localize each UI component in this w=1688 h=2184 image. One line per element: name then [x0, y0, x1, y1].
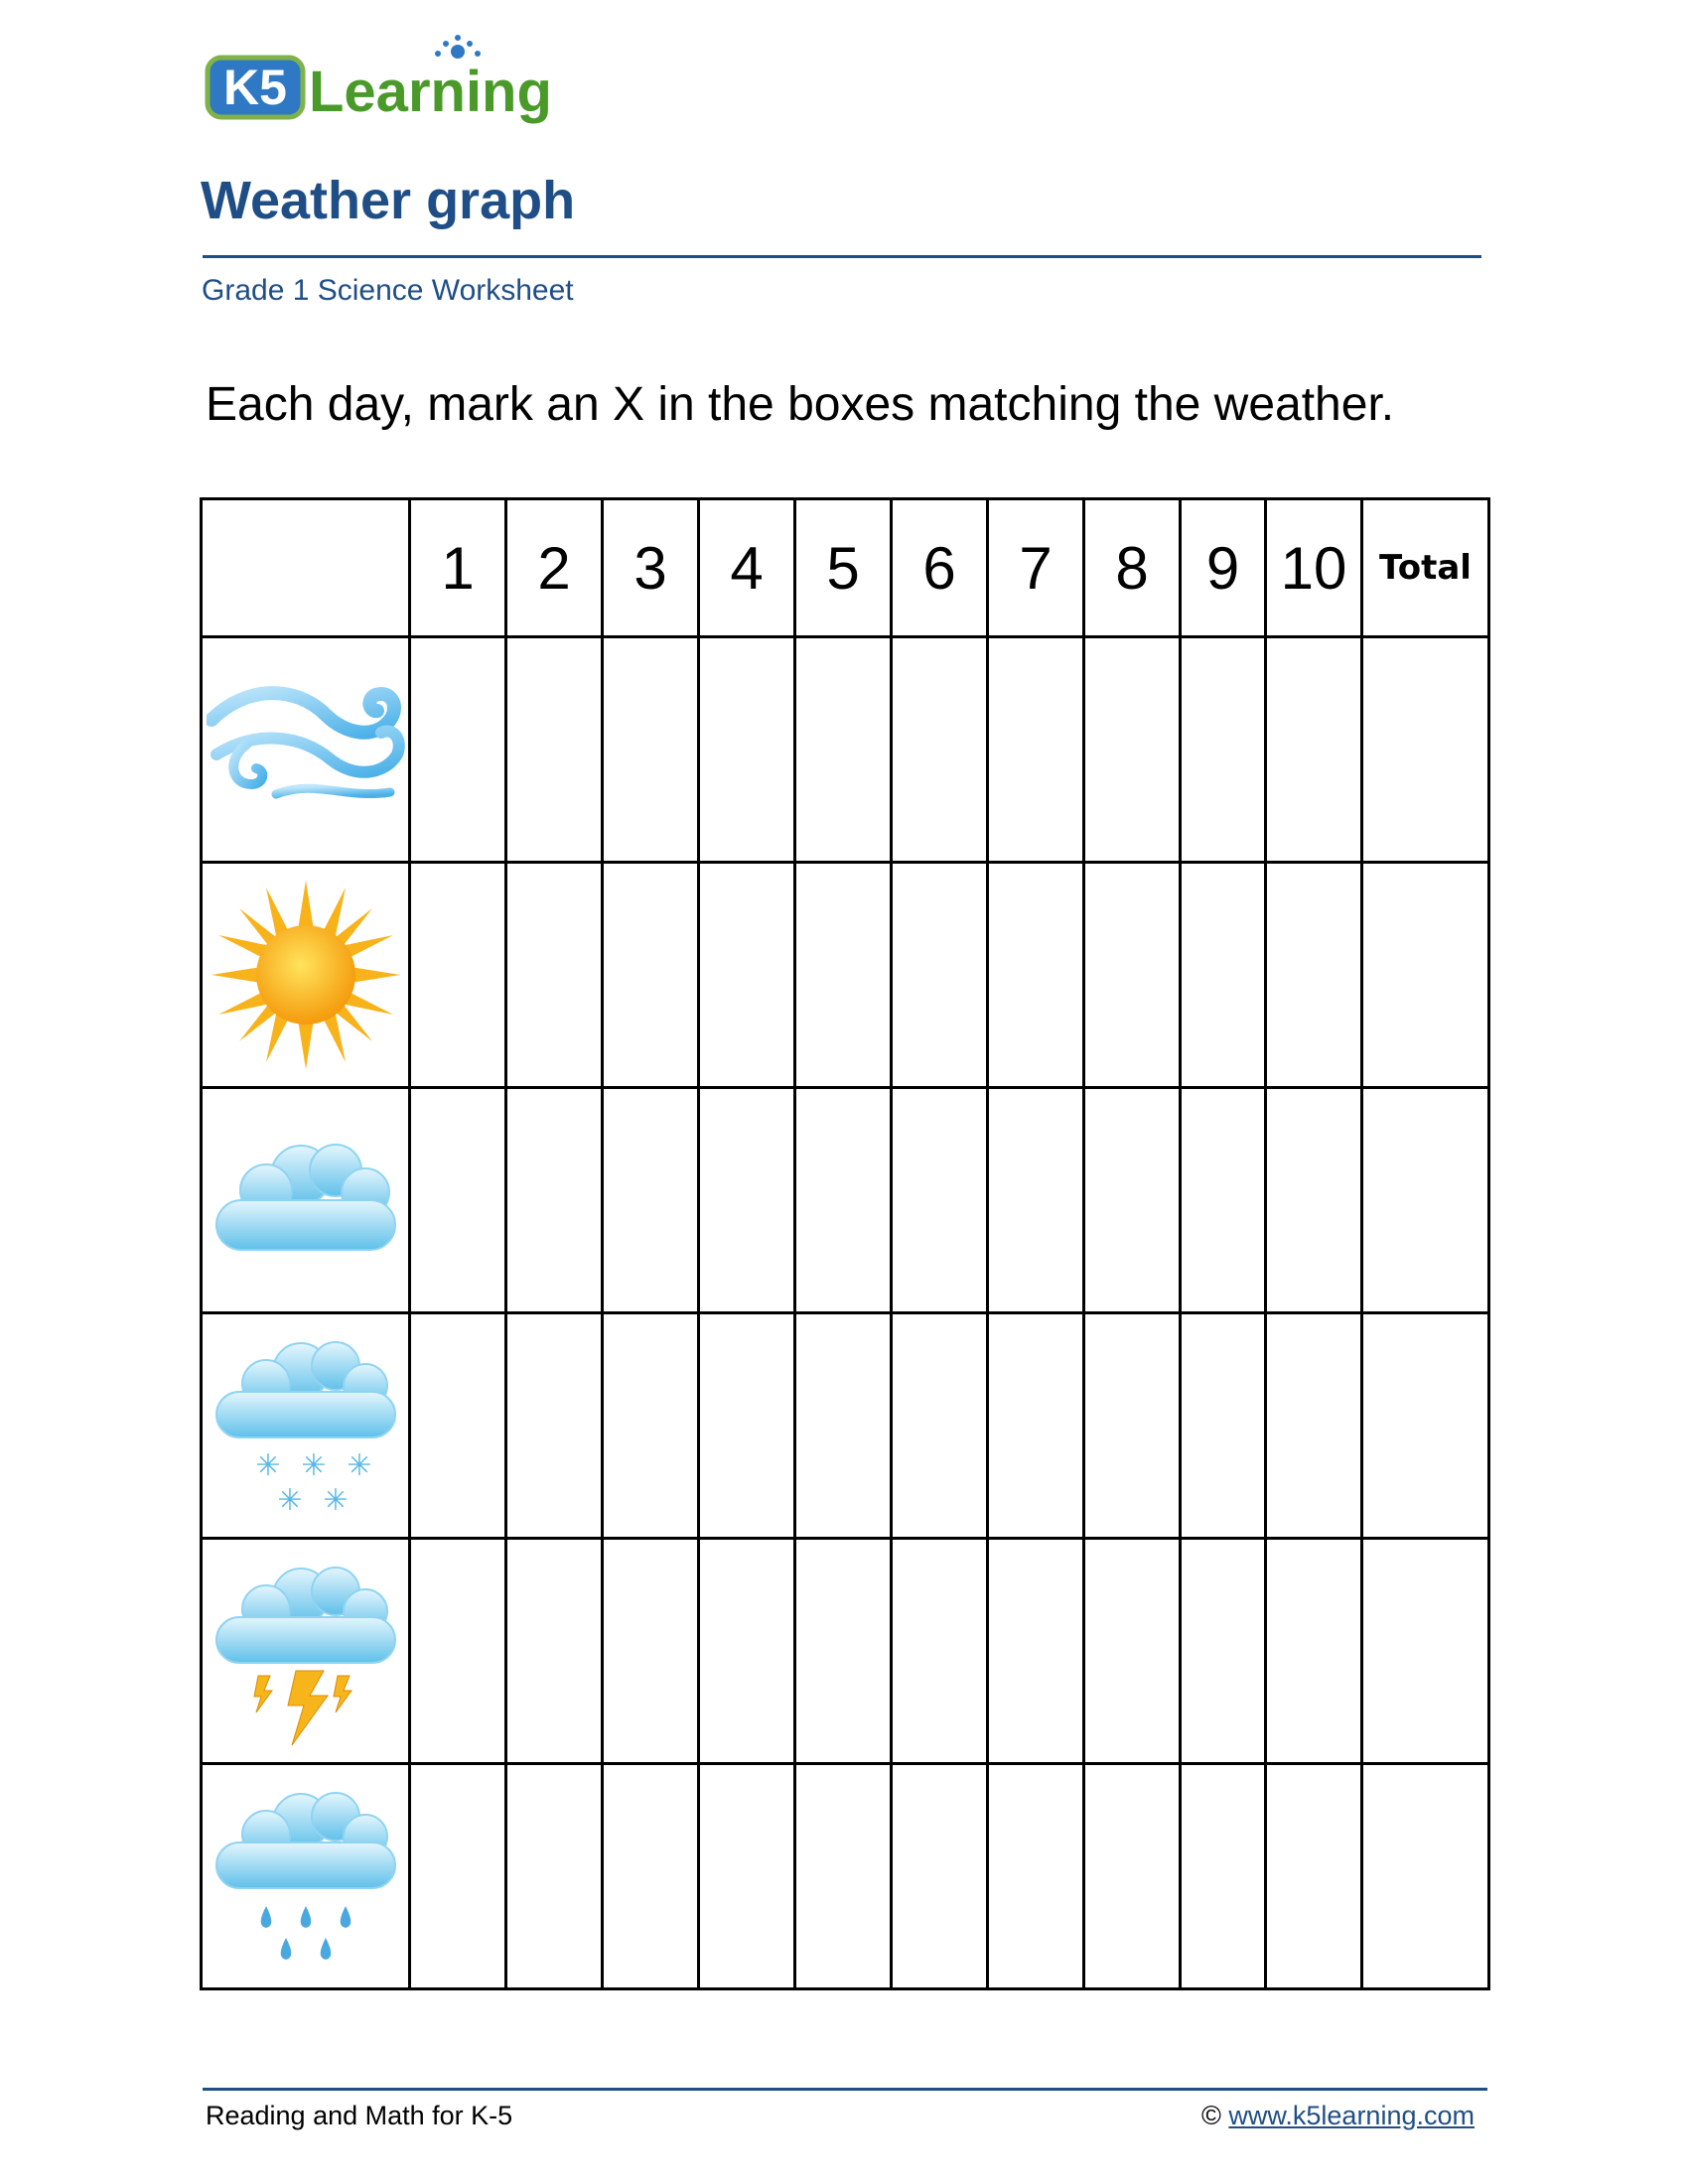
wind-icon — [207, 675, 405, 824]
tally-box[interactable] — [603, 1764, 699, 1989]
tally-box[interactable] — [988, 863, 1084, 1088]
weather-icon-cell — [202, 1313, 410, 1539]
tally-box[interactable] — [1181, 1764, 1266, 1989]
day-header: 7 — [988, 499, 1084, 637]
day-header: 2 — [506, 499, 603, 637]
weather-row-snowy — [202, 1313, 1489, 1539]
tally-box[interactable] — [892, 1088, 988, 1313]
tally-box[interactable] — [410, 1313, 506, 1539]
tally-box[interactable] — [795, 1313, 892, 1539]
tally-box[interactable] — [892, 1313, 988, 1539]
tally-box[interactable] — [892, 863, 988, 1088]
weather-icon-cell — [202, 1764, 410, 1989]
weather-row-rainy — [202, 1764, 1489, 1989]
tally-box[interactable] — [1266, 637, 1362, 863]
tally-box[interactable] — [699, 1088, 795, 1313]
tally-box[interactable] — [1181, 863, 1266, 1088]
header-row — [202, 499, 1489, 637]
footer-divider — [203, 2088, 1487, 2091]
svg-text:✳: ✳ — [346, 1448, 372, 1483]
svg-text:✳: ✳ — [276, 1483, 303, 1518]
weather-row-sunny — [202, 863, 1489, 1088]
tally-box[interactable] — [1084, 1088, 1181, 1313]
tally-box[interactable] — [603, 863, 699, 1088]
tally-box[interactable] — [410, 637, 506, 863]
page-subtitle: Grade 1 Science Worksheet — [202, 274, 574, 307]
tally-box[interactable] — [506, 863, 603, 1088]
weather-row-stormy — [202, 1539, 1489, 1764]
total-box[interactable] — [1362, 1539, 1489, 1764]
tally-box[interactable] — [988, 1088, 1084, 1313]
tally-box[interactable] — [603, 637, 699, 863]
weather-row-windy — [202, 637, 1489, 863]
tally-box[interactable] — [1181, 637, 1266, 863]
cloud-icon — [207, 1131, 405, 1270]
total-box[interactable] — [1362, 863, 1489, 1088]
day-header: 4 — [699, 499, 795, 637]
tally-box[interactable] — [603, 1088, 699, 1313]
tally-box[interactable] — [988, 1313, 1084, 1539]
total-box[interactable] — [1362, 1088, 1489, 1313]
tally-box[interactable] — [603, 1539, 699, 1764]
rain-cloud-icon — [207, 1777, 405, 1976]
k5-learning-logo — [204, 30, 581, 129]
tally-box[interactable] — [699, 863, 795, 1088]
tally-box[interactable] — [988, 1539, 1084, 1764]
tally-box[interactable] — [1266, 863, 1362, 1088]
tally-box[interactable] — [795, 637, 892, 863]
day-header: 5 — [795, 499, 892, 637]
tally-box[interactable] — [1181, 1088, 1266, 1313]
tally-box[interactable] — [699, 1764, 795, 1989]
tally-box[interactable] — [988, 637, 1084, 863]
tally-box[interactable] — [1084, 1539, 1181, 1764]
snow-cloud-icon — [207, 1326, 405, 1525]
tally-box[interactable] — [1181, 1313, 1266, 1539]
instructions-text: Each day, mark an X in the boxes matching the weather. — [206, 378, 1395, 431]
tally-box[interactable] — [988, 1764, 1084, 1989]
svg-text:K5: K5 — [223, 60, 287, 115]
tally-box[interactable] — [1181, 1539, 1266, 1764]
day-header: 10 — [1266, 499, 1362, 637]
day-header: 3 — [603, 499, 699, 637]
tally-box[interactable] — [699, 637, 795, 863]
tally-box[interactable] — [1266, 1313, 1362, 1539]
svg-text:Learning: Learning — [309, 60, 552, 124]
tally-box[interactable] — [1084, 637, 1181, 863]
total-box[interactable] — [1362, 1313, 1489, 1539]
total-box[interactable] — [1362, 637, 1489, 863]
copyright-symbol: © — [1200, 2101, 1221, 2130]
tally-box[interactable] — [699, 1313, 795, 1539]
tally-box[interactable] — [892, 637, 988, 863]
weather-icon-cell — [202, 1539, 410, 1764]
day-header: 9 — [1181, 499, 1266, 637]
tally-box[interactable] — [410, 1764, 506, 1989]
svg-text:✳: ✳ — [300, 1448, 327, 1483]
tally-box[interactable] — [410, 1539, 506, 1764]
tally-box[interactable] — [795, 1539, 892, 1764]
tally-box[interactable] — [795, 1764, 892, 1989]
tally-box[interactable] — [1084, 1764, 1181, 1989]
total-header: Total — [1362, 499, 1489, 637]
website-link[interactable]: www.k5learning.com — [1228, 2101, 1475, 2130]
tally-box[interactable] — [795, 863, 892, 1088]
day-header: 1 — [410, 499, 506, 637]
tally-box[interactable] — [506, 1313, 603, 1539]
tally-box[interactable] — [1266, 1088, 1362, 1313]
day-header: 6 — [892, 499, 988, 637]
storm-cloud-icon — [207, 1552, 405, 1750]
tally-box[interactable] — [603, 1313, 699, 1539]
tally-box[interactable] — [892, 1539, 988, 1764]
tally-box[interactable] — [892, 1764, 988, 1989]
total-box[interactable] — [1362, 1764, 1489, 1989]
weather-icon-cell — [202, 863, 410, 1088]
tally-box[interactable] — [1084, 863, 1181, 1088]
tally-box[interactable] — [410, 1088, 506, 1313]
tally-box[interactable] — [506, 1539, 603, 1764]
corner-cell — [202, 499, 410, 637]
tally-box[interactable] — [1266, 1764, 1362, 1989]
title-divider — [203, 255, 1481, 258]
weather-row-cloudy — [202, 1088, 1489, 1313]
tally-box[interactable] — [506, 637, 603, 863]
day-header: 8 — [1084, 499, 1181, 637]
tally-box[interactable] — [699, 1539, 795, 1764]
svg-text:✳: ✳ — [322, 1483, 349, 1518]
weather-tally-table — [200, 497, 1490, 1990]
tally-box[interactable] — [1266, 1539, 1362, 1764]
tally-box[interactable] — [506, 1764, 603, 1989]
weather-icon-cell — [202, 637, 410, 863]
svg-text:✳: ✳ — [254, 1448, 281, 1483]
tally-box[interactable] — [1084, 1313, 1181, 1539]
page-title: Weather graph — [201, 171, 576, 230]
tally-box[interactable] — [795, 1088, 892, 1313]
footer-copyright — [1201, 2103, 1475, 2129]
tally-box[interactable] — [410, 863, 506, 1088]
sun-icon — [207, 876, 405, 1074]
tally-box[interactable] — [506, 1088, 603, 1313]
weather-icon-cell — [202, 1088, 410, 1313]
footer-tagline: Reading and Math for K-5 — [206, 2101, 513, 2130]
